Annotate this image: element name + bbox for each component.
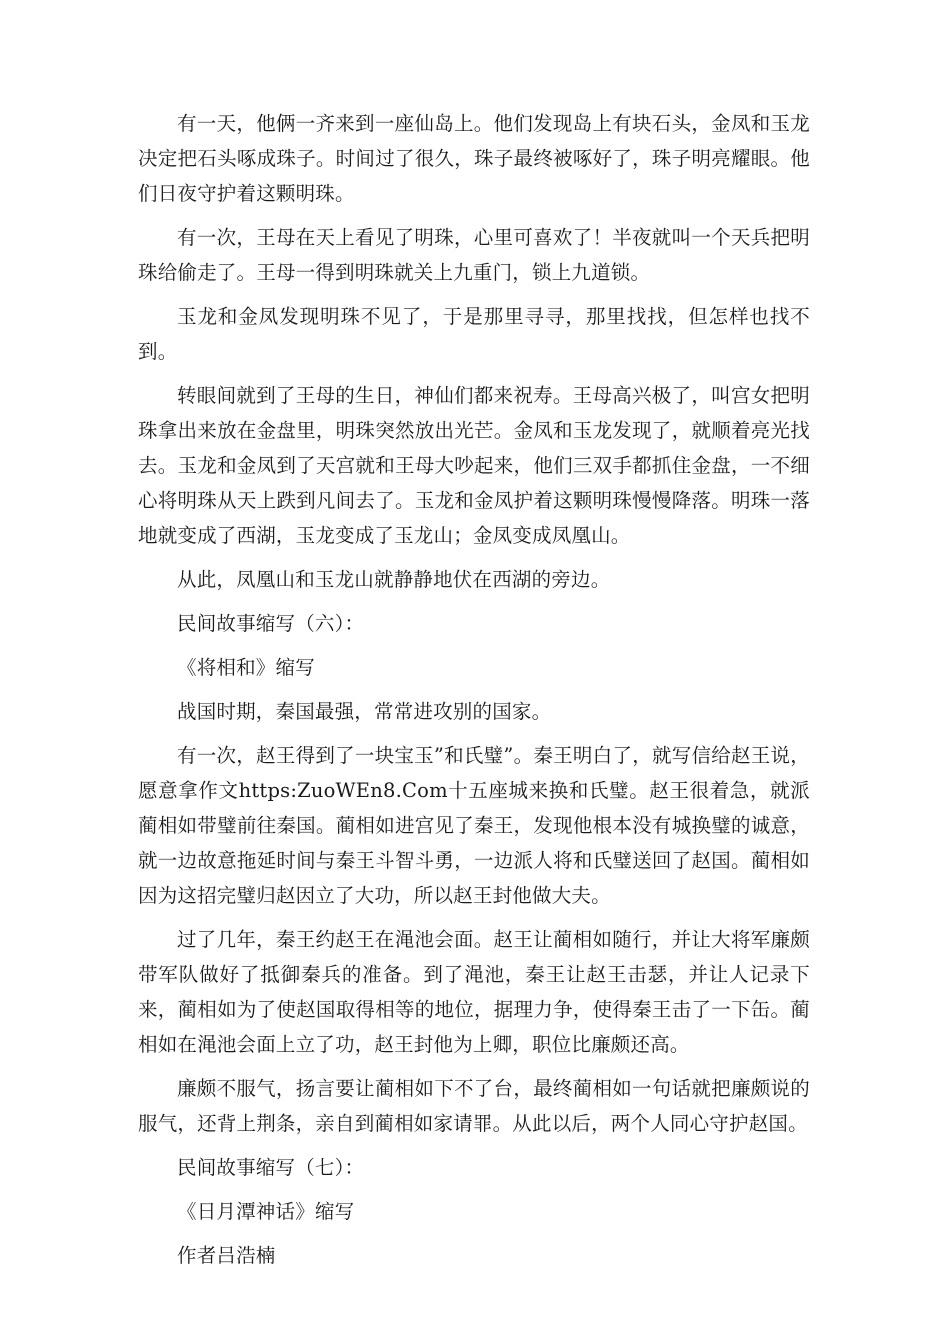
section-heading: 民间故事缩写（六）： — [177, 612, 365, 635]
section-heading: 民间故事缩写（七）： — [177, 1156, 365, 1179]
story-paragraph: 有一次，赵王得到了一块宝玉”和氏璧”。秦王明白了，就写信给赵王说，愿意拿作文https:ZuoWEn8.Com十五座城来换和氏璧。赵王很着急，就派蔺相如带璧前往秦国。蔺相如进宫见了秦王，发现他根本没有城换璧的诚意，就一边故意拖延时间与秦王斗智斗勇，一边派人将和氏璧送回了赵国。蔺相如因为这招完璧归赵因立了大功，所以赵王封他做大夫。 — [138, 744, 810, 907]
story-paragraph: 廉颇不服气，扬言要让蔺相如下不了台，最终蔺相如一句话就把廉颇说的服气，还背上荆条，亲自到蔺相如家请罪。从此以后，两个人同心守护赵国。 — [138, 1077, 810, 1135]
story-paragraph: 有一次，王母在天上看见了明珠，心里可喜欢了！半夜就叫一个天兵把明珠给偷走了。王母一得到明珠就关上九重门，锁上九道锁。 — [138, 226, 810, 284]
story-paragraph: 转眼间就到了王母的生日，神仙们都来祝寿。王母高兴极了，叫宫女把明珠拿出来放在金盘里，明珠突然放出光芒。金凤和玉龙发现了，就顺着亮光找去。玉龙和金凤到了天宫就和王母大吵起来，他们三双手都抓住金盘，一不细心将明珠从天上跌到凡间去了。玉龙和金凤护着这颗明珠慢慢降落。明珠一落地就变成了西湖，玉龙变成了玉龙山；金凤变成凤凰山。 — [138, 384, 810, 547]
story-paragraph: 有一天，他俩一齐来到一座仙岛上。他们发现岛上有块石头，金凤和玉龙决定把石头啄成珠子。时间过了很久，珠子最终被啄好了，珠子明亮耀眼。他们日夜守护着这颗明珠。 — [138, 112, 810, 205]
story-paragraph: 战国时期，秦国最强，常常进攻别的国家。 — [177, 700, 552, 723]
story-paragraph: 过了几年，秦王约赵王在渑池会面。赵王让蔺相如随行，并让大将军廉颇带军队做好了抵御秦兵的准备。到了渑池，秦王让赵王击瑟，并让人记录下来，蔺相如为了使赵国取得相等的地位，据理力争，使得秦王击了一下缶。蔺相如在渑池会面上立了功，赵王封他为上卿，职位比廉颇还高。 — [138, 928, 810, 1056]
story-title: 《将相和》缩写 — [177, 656, 315, 679]
author-line: 作者吕浩楠 — [177, 1244, 276, 1267]
story-paragraph: 玉龙和金凤发现明珠不见了，于是那里寻寻，那里找找，但怎样也找不到。 — [138, 305, 810, 363]
story-paragraph: 从此，凤凰山和玉龙山就静静地伏在西湖的旁边。 — [177, 568, 611, 591]
document-page — [138, 106, 810, 1282]
story-title: 《日月潭神话》缩写 — [177, 1200, 355, 1223]
